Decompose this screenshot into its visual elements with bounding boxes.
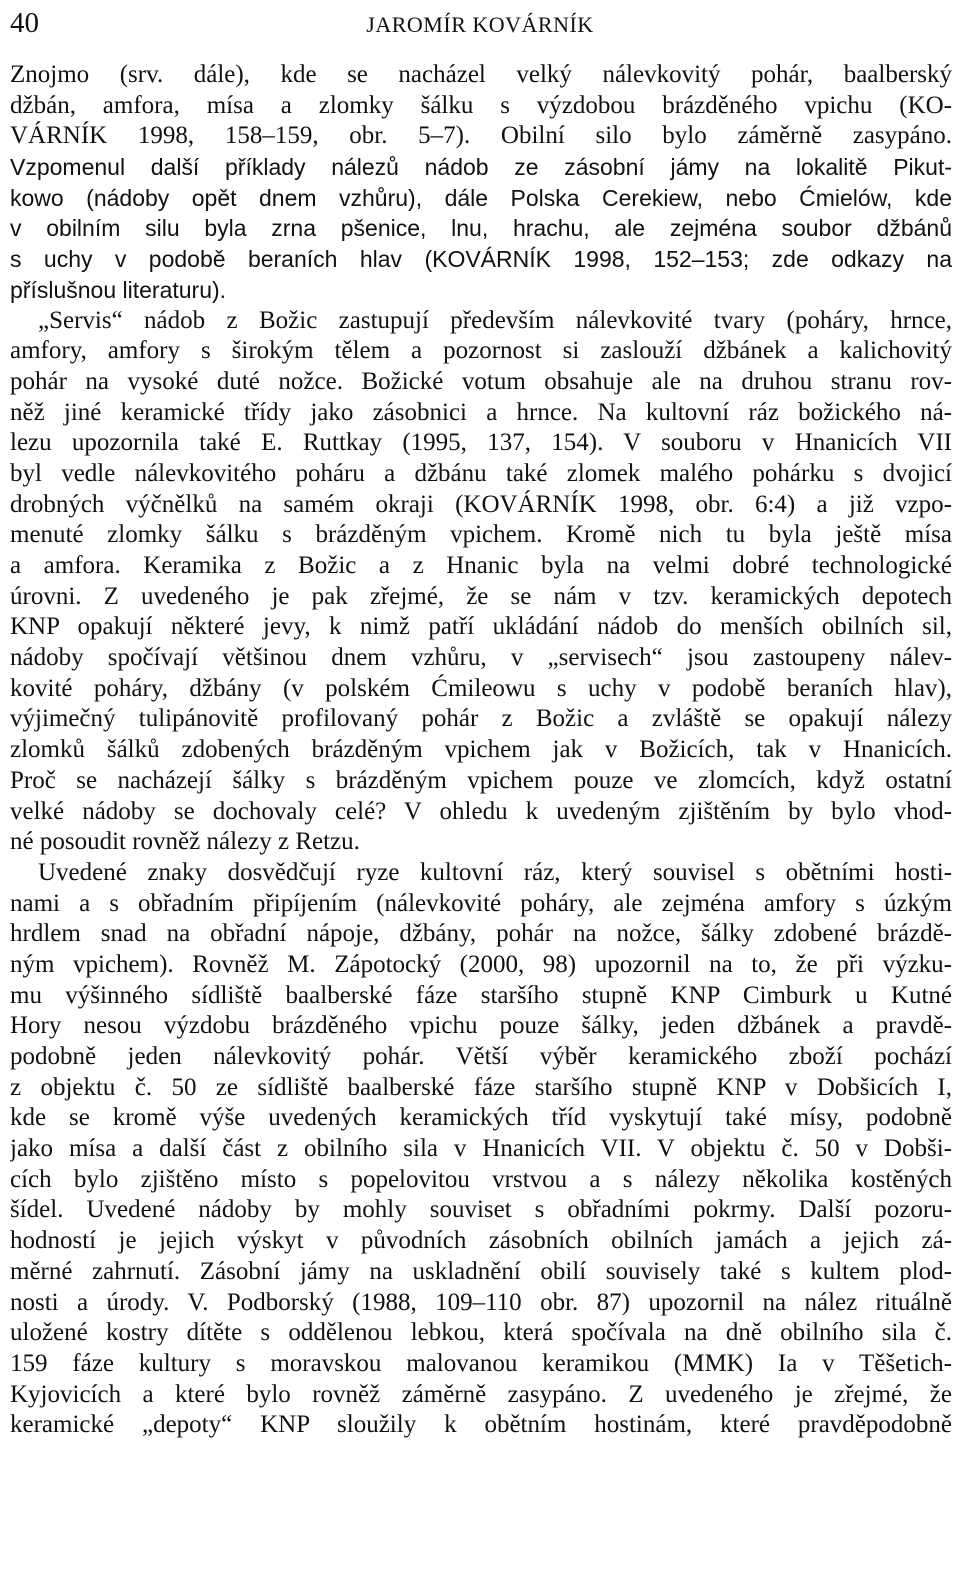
- text-line: nádoby spočívají většinou dnem vzhůru, v „servisech“ jsou zastoupeny nálev-: [10, 644, 952, 672]
- text-line: s uchy v podobě beraních hlav (KOVÁRNÍK 1998, 152–153; zde odkazy na: [10, 246, 952, 273]
- running-head: JAROMÍR KOVÁRNÍK: [366, 12, 594, 37]
- text-line: Hory nesou výzdobu brázděného vpichu pouze šálky, jeden džbánek a pravdě-: [10, 1012, 952, 1040]
- text-line: „Servis“ nádob z Božic zastupují především nálevkovité tvary (poháry, hrnce,: [38, 306, 952, 334]
- text-line: výjimečný tulipánovitě profilovaný pohár z Božic a zvláště se opakují nálezy: [10, 705, 952, 733]
- text-line: né posoudit rovněž nálezy z Retzu.: [10, 828, 360, 856]
- text-line: v obilním silu byla zrna pšenice, lnu, hrachu, ale zejména soubor džbánů: [10, 215, 952, 242]
- text-line: byl vedle nálevkovitého poháru a džbánu také zlomek malého pohárku s dvojicí: [10, 459, 952, 487]
- text-line: nosti a úrody. V. Podborský (1988, 109–110 obr. 87) upozornil na nález rituálně: [10, 1288, 952, 1316]
- body-text: [10, 60, 952, 1441]
- text-line: zlomků šálků zdobených brázděným vpichem jak v Božicích, tak v Hnanicích.: [10, 736, 952, 764]
- text-line: příslušnou literaturu).: [10, 276, 227, 303]
- text-line: keramické „depoty“ KNP sloužily k obětním hostinám, které pravděpodobně: [10, 1411, 952, 1439]
- text-line: Kyjovicích a které bylo rovněž záměrně zasypáno. Z uvedeného je zřejmé, že: [10, 1380, 952, 1408]
- text-line: podobně jeden nálevkovitý pohár. Větší výběr keramického zboží pochází: [10, 1043, 952, 1070]
- text-line: Znojmo (srv. dále), kde se nacházel velký nálevkovitý pohár, baalberský: [10, 61, 952, 88]
- text-line: úrovni. Z uvedeného je pak zřejmé, že se nám v tzv. keramických depotech: [10, 582, 952, 610]
- text-line: džbán, amfora, mísa a zlomky šálku s výzdobou brázděného vpichu (KO-: [10, 91, 952, 119]
- text-line: velké nádoby se dochovaly celé? V ohledu k uvedeným zjištěním by bylo vhod-: [10, 797, 952, 825]
- text-line: nami a s obřadním připíjením (nálevkovité poháry, ale zejména amfory s úzkým: [10, 889, 952, 917]
- text-line: z objektu č. 50 ze sídliště baalberské fáze staršího stupně KNP v Dobšicích I,: [10, 1073, 952, 1101]
- text-line: a amfora. Keramika z Božic a z Hnanic byla na velmi dobré technologické: [10, 552, 952, 579]
- paragraph: [10, 306, 952, 858]
- text-line: Vzpomenul další příklady nálezů nádob ze zásobní jámy na lokalitě Pikut-: [10, 154, 952, 181]
- text-line: jako mísa a další část z obilního sila v Hnanicích VII. V objektu č. 50 v Dobši-: [10, 1135, 952, 1163]
- text-line: VÁRNÍK 1998, 158–159, obr. 5–7). Obilní silo bylo záměrně zasypáno.: [10, 122, 952, 150]
- text-line: hodností je jejich výskyt v původních zásobních obilních jamách a jejich zá-: [10, 1227, 952, 1255]
- text-line: drobných výčnělků na samém okraji (KOVÁRNÍK 1998, obr. 6:4) a již vzpo-: [10, 490, 952, 518]
- text-line: kowo (nádoby opět dnem vzhůru), dále Polska Cerekiew, nebo Ćmielów, kde: [10, 184, 952, 211]
- text-line: Proč se nacházejí šálky s brázděným vpichem pouze ve zlomcích, když ostatní: [10, 766, 952, 794]
- paragraph: [10, 60, 952, 152]
- text-line: cích bylo zjištěno místo s popelovitou vrstvou a s nálezy několika kostěných: [10, 1165, 952, 1193]
- paragraph: [10, 152, 952, 305]
- page-header: [10, 6, 950, 40]
- text-line: něž jiné keramické třídy jako zásobnici a hrnce. Na kultovní ráz božického ná-: [10, 398, 952, 426]
- text-line: měrné zahrnutí. Zásobní jámy na uskladnění obilí souvisely také s kultem plod-: [10, 1257, 952, 1285]
- text-line: hrdlem snad na obřadní nápoje, džbány, pohár na nožce, šálky zdobené brázdě-: [10, 920, 952, 948]
- text-line: kovité poháry, džbány (v polském Ćmileowu s uchy v podobě beraních hlav),: [10, 674, 952, 702]
- text-line: uložené kostry dítěte s oddělenou lebkou, která spočívala na dně obilního sila č.: [10, 1319, 952, 1347]
- text-line: amfory, amfory s širokým tělem a pozornost si zaslouží džbánek a kalichovitý: [10, 337, 952, 365]
- text-line: KNP opakují některé jevy, k nimž patří ukládání nádob do menších obilních sil,: [10, 613, 952, 641]
- page-number: 40: [10, 7, 39, 39]
- text-line: ným vpichem). Rovněž M. Zápotocký (2000, 98) upozornil na to, že při výzku-: [10, 950, 952, 978]
- paragraph: [10, 858, 952, 1441]
- text-line: mu výšinného sídliště baalberské fáze staršího stupně KNP Cimburk u Kutné: [10, 981, 952, 1009]
- text-line: 159 fáze kultury s moravskou malovanou keramikou (MMK) Ia v Těšetich-: [10, 1349, 952, 1377]
- text-line: kde se kromě výše uvedených keramických tříd vyskytují také mísy, podobně: [10, 1104, 952, 1132]
- text-line: lezu upozornila také E. Ruttkay (1995, 137, 154). V souboru v Hnanicích VII: [10, 429, 952, 457]
- text-line: Uvedené znaky dosvědčují ryze kultovní ráz, který souvisel s obětními hosti-: [38, 858, 952, 886]
- text-line: menuté zlomky šálku s brázděným vpichem. Kromě nich tu byla ještě mísa: [10, 521, 952, 549]
- text-line: pohár na vysoké duté nožce. Božické votum obsahuje ale na druhou stranu rov-: [10, 367, 952, 395]
- text-line: šídel. Uvedené nádoby by mohly souviset s obřadními pokrmy. Další pozoru-: [10, 1196, 952, 1224]
